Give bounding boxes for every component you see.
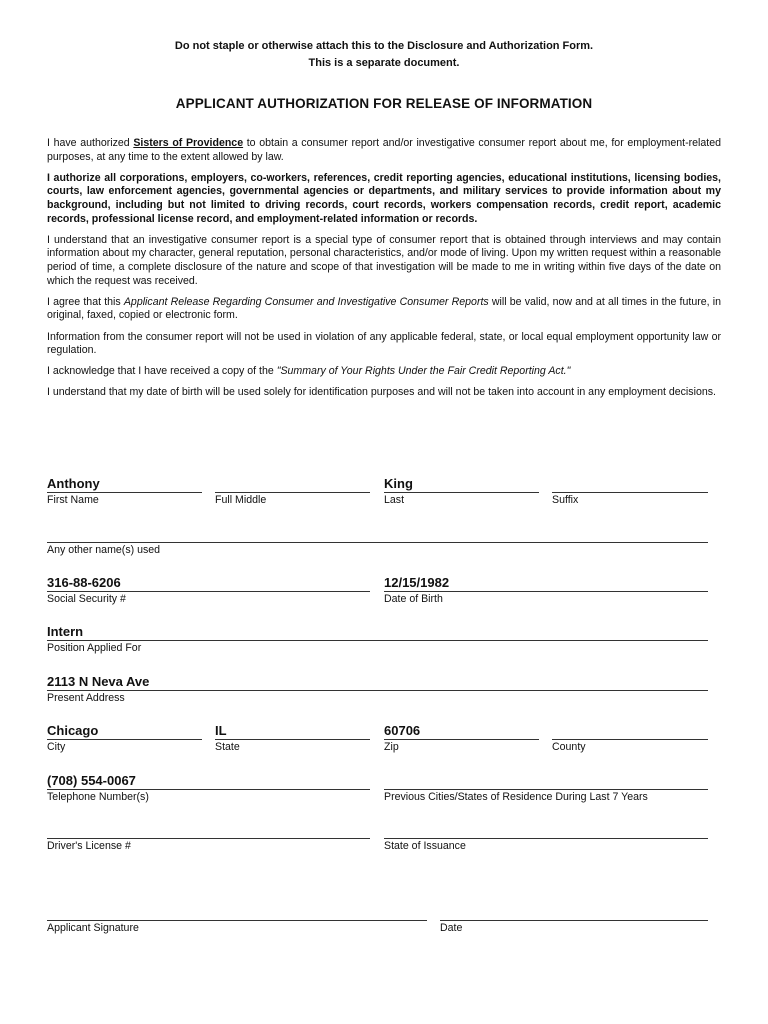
paragraph-summary-rights — [47, 365, 721, 379]
form-title: APPLICANT AUTHORIZATION FOR RELEASE OF INFORMATION — [175, 96, 593, 111]
last-name-label: Last — [384, 494, 405, 506]
city-field[interactable] — [47, 722, 202, 754]
other-names-value[interactable] — [47, 525, 708, 543]
paragraph-text: I have authorized — [47, 137, 134, 149]
paragraph-text: I agree that this — [47, 295, 124, 308]
phone-value[interactable]: (708) 554-0067 — [47, 772, 370, 790]
other-names-label: Any other name(s) used — [47, 544, 161, 556]
ssn-label: Social Security # — [47, 593, 126, 605]
paragraph-equal-opportunity: Information from the consumer report will not be used in violation of any applicable federal, state, or local equal employment opportunity law or regulation. — [47, 330, 721, 357]
dob-field[interactable] — [384, 574, 708, 606]
city-value[interactable]: Chicago — [47, 722, 202, 740]
date-value[interactable] — [440, 903, 708, 921]
drivers-license-value[interactable] — [47, 821, 370, 839]
position-field[interactable] — [47, 623, 708, 655]
staple-notice — [47, 38, 721, 72]
paragraph-text: to obtain a consumer report and/or investigative consumer report about me, for employment-related purposes, at any time to the extent allowed by law. — [47, 137, 721, 163]
notice-line-2: This is a separate document. — [308, 57, 460, 69]
dob-value[interactable]: 12/15/1982 — [384, 574, 708, 592]
state-of-issuance-field[interactable] — [384, 821, 708, 853]
document-name: Applicant Release Regarding Consumer and Investigative Consumer Reports — [123, 295, 489, 308]
address-value[interactable]: 2113 N Neva Ave — [47, 673, 708, 691]
summary-title: "Summary of Your Rights Under the Fair Credit Reporting Act." — [276, 365, 571, 378]
phone-label: Telephone Number(s) — [47, 791, 149, 803]
last-name-value[interactable]: King — [384, 475, 539, 493]
other-names-field[interactable] — [47, 525, 708, 557]
ssn-field[interactable] — [47, 574, 370, 606]
authorization-text — [47, 137, 721, 408]
drivers-license-label: Driver's License # — [47, 840, 131, 852]
state-field[interactable] — [215, 722, 370, 754]
paragraph-date-of-birth: I understand that my date of birth will be used solely for identification purposes and will not be taken into account in any employment decisions. — [47, 386, 716, 399]
date-label: Date — [440, 922, 463, 934]
full-middle-label: Full Middle — [215, 494, 267, 506]
last-name-field[interactable] — [384, 475, 539, 507]
state-label: State — [215, 741, 240, 753]
suffix-label: Suffix — [552, 494, 579, 506]
suffix-value[interactable] — [552, 475, 708, 493]
position-value[interactable]: Intern — [47, 623, 708, 641]
full-middle-value[interactable] — [215, 475, 370, 493]
paragraph-validity — [47, 296, 721, 323]
signature-value[interactable] — [47, 903, 427, 921]
zip-field[interactable] — [384, 722, 539, 754]
ssn-value[interactable]: 316-88-6206 — [47, 574, 370, 592]
county-value[interactable] — [552, 722, 708, 740]
state-of-issuance-label: State of Issuance — [384, 840, 466, 852]
notice-line-1: Do not staple or otherwise attach this to the Disclosure and Authorization Form. — [174, 40, 594, 52]
previous-cities-label: Previous Cities/States of Residence During Last 7 Years — [384, 791, 648, 803]
zip-label: Zip — [384, 741, 399, 753]
address-field[interactable] — [47, 673, 708, 705]
first-name-value[interactable]: Anthony — [47, 475, 202, 493]
zip-value[interactable]: 60706 — [384, 722, 539, 740]
phone-field[interactable] — [47, 772, 370, 804]
signature-label: Applicant Signature — [47, 922, 139, 934]
county-label: County — [552, 741, 586, 753]
county-field[interactable] — [552, 722, 708, 754]
drivers-license-field[interactable] — [47, 821, 370, 853]
full-middle-field[interactable] — [215, 475, 370, 507]
state-of-issuance-value[interactable] — [384, 821, 708, 839]
paragraph-investigative-report: I understand that an investigative consumer report is a special type of consumer report that is obtained through interviews and may contain information about my character, general reputation, personal characteristics, and/or mode of living. Upon my written request within a reasonable period of time, a complete disclosure of the nature and scope of that investigation will be made to me in writing within five days of the date on which the request was received. — [47, 233, 721, 287]
signature-field[interactable] — [47, 903, 427, 935]
paragraph-text: will be valid, now and at all times in the future, in original, faxed, copied or electronic form. — [47, 295, 722, 322]
first-name-field[interactable] — [47, 475, 202, 507]
previous-cities-field[interactable] — [384, 772, 708, 804]
company-name: Sisters of Providence — [133, 137, 244, 149]
date-field[interactable] — [440, 903, 708, 935]
position-label: Position Applied For — [47, 642, 142, 654]
dob-label: Date of Birth — [384, 593, 443, 605]
first-name-label: First Name — [47, 494, 99, 506]
city-label: City — [47, 741, 66, 753]
paragraph-authorize-all: I authorize all corporations, employers, co-workers, references, credit reporting agencies, educational institutions, licensing bodies, courts, law enforcement agencies, governmental agencies or departments, and military services to provide information about my background, including but not limited to driving records, court records, workers compensation records, credit report, academic records, professional license record, and employment-related information or records. — [47, 171, 721, 225]
paragraph-authorized-company — [47, 137, 721, 164]
previous-cities-value[interactable] — [384, 772, 708, 790]
state-value[interactable]: IL — [215, 722, 370, 740]
suffix-field[interactable] — [552, 475, 708, 507]
address-label: Present Address — [47, 692, 125, 704]
paragraph-text: I acknowledge that I have received a copy of the — [47, 365, 277, 378]
